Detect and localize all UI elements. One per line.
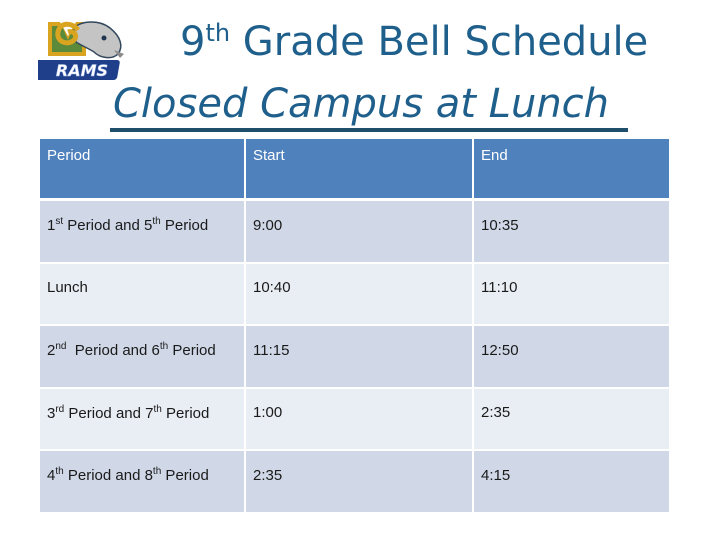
table-row [40, 264, 669, 327]
period-number: 6 [151, 342, 160, 360]
period-suffix: th [152, 466, 162, 478]
period-connector: Period and [66, 342, 152, 360]
start-cell: 9:00 [246, 201, 474, 264]
title-text: Grade Bell Schedule [230, 19, 649, 65]
page-title [180, 14, 648, 75]
ram-head-icon [48, 22, 124, 58]
start-cell: 2:35 [246, 451, 474, 514]
period-connector: Period and [63, 217, 145, 235]
period-suffix: th [153, 403, 162, 415]
period-word: Period [161, 404, 210, 422]
table-row [40, 201, 669, 264]
period-number: 4 [47, 467, 56, 485]
table-header-row [40, 139, 669, 201]
period-suffix: rd [55, 403, 65, 415]
end-cell: 12:50 [474, 326, 669, 389]
period-cell [40, 326, 246, 389]
period-connector: Period and [63, 467, 145, 485]
period-suffix: th [55, 466, 64, 478]
period-suffix: th [159, 341, 169, 353]
period-number: 8 [144, 467, 153, 485]
rams-mascot-logo-icon [38, 16, 130, 82]
period-connector: Period and [64, 404, 146, 422]
period-suffix: nd [55, 341, 67, 353]
period-suffix: th [152, 216, 161, 228]
header-period: Period [40, 139, 246, 201]
end-cell: 11:10 [474, 264, 669, 327]
start-cell: 10:40 [246, 264, 474, 327]
period-cell [40, 451, 246, 514]
title-grade-suffix: th [205, 19, 231, 47]
bell-schedule-table [40, 139, 669, 514]
period-suffix: st [55, 216, 64, 228]
period-number: 5 [144, 217, 153, 235]
start-cell: 1:00 [246, 389, 474, 452]
period-word: Period [168, 342, 216, 360]
period-word: Period [161, 467, 209, 485]
period-number: 3 [47, 404, 56, 422]
header-end: End [474, 139, 669, 201]
subtitle-underline [110, 128, 628, 132]
end-cell: 2:35 [474, 389, 669, 452]
period-word: Period [160, 217, 209, 235]
period-number: 7 [145, 404, 154, 422]
end-cell: 4:15 [474, 451, 669, 514]
period-cell [40, 201, 246, 264]
table-row [40, 451, 669, 514]
end-cell: 10:35 [474, 201, 669, 264]
page-subtitle: Closed Campus at Lunch [113, 81, 610, 127]
rams-logo [38, 16, 130, 82]
period-cell: Lunch [40, 264, 246, 327]
header-start: Start [246, 139, 474, 201]
title-grade-number: 9 [180, 19, 206, 65]
table-row [40, 389, 669, 452]
period-cell [40, 389, 246, 452]
period-number: 2 [47, 342, 56, 360]
period-number: 1 [47, 217, 56, 235]
start-cell: 11:15 [246, 326, 474, 389]
table-row [40, 326, 669, 389]
logo-text: RAMS [55, 61, 109, 80]
